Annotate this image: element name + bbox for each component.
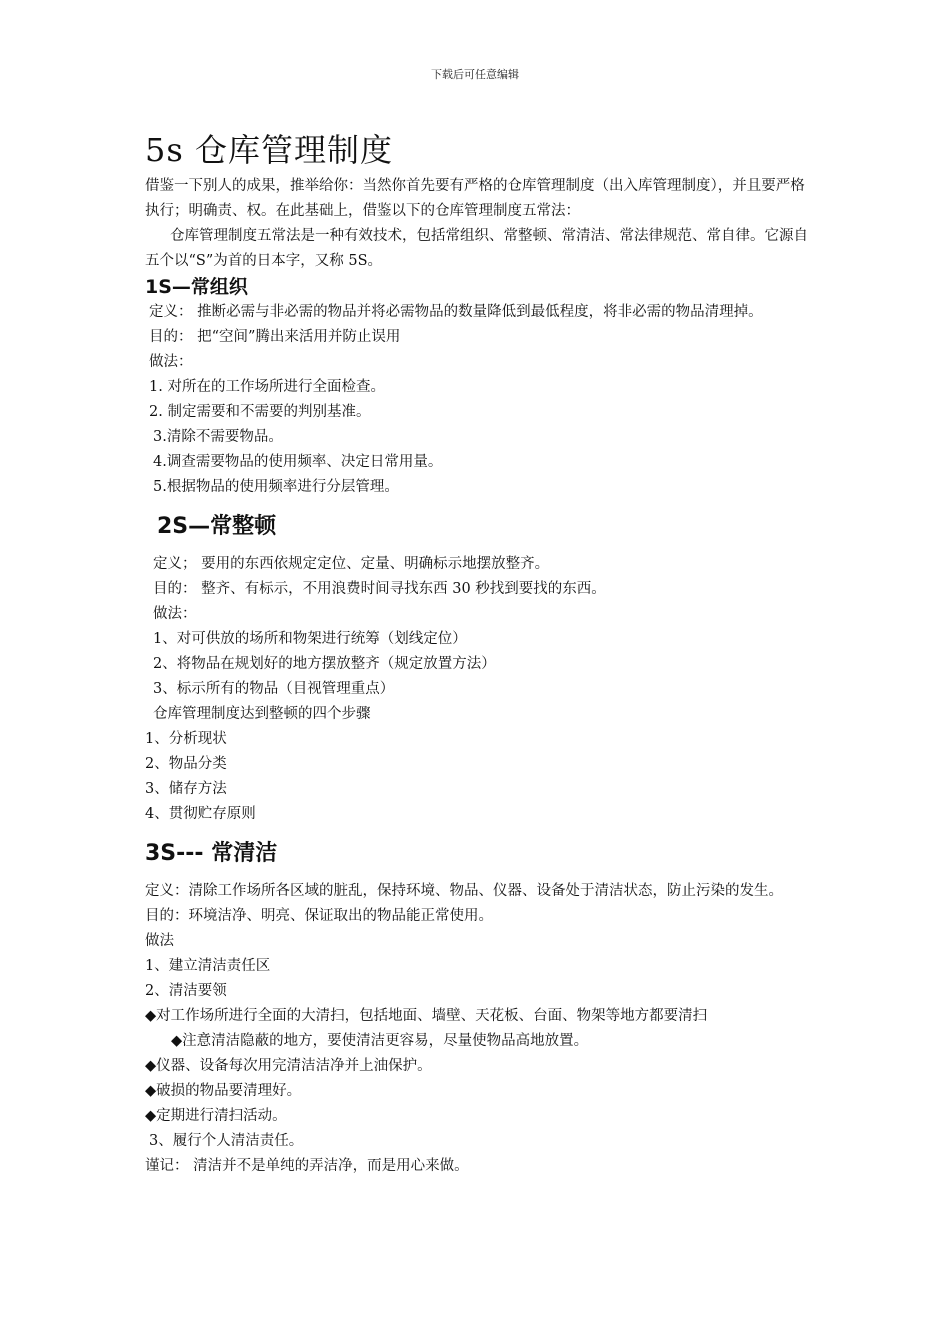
s2-definition: 定义； 要用的东西依规定定位、定量、明确标示地摆放整齐。 bbox=[153, 556, 550, 572]
s3-purpose: 目的：环境洁净、明亮、保证取出的物品能正常使用。 bbox=[145, 908, 493, 924]
s2-four-step: 1、分析现状 bbox=[145, 731, 227, 747]
s3-method-label: 做法 bbox=[145, 933, 174, 949]
s3-note: 谨记： 清洁并不是单纯的弄洁净，而是用心来做。 bbox=[145, 1158, 469, 1174]
s3-bullet: ◆对工作场所进行全面的大清扫，包括地面、墙壁、天花板、台面、物架等地方都要清扫 bbox=[145, 1008, 708, 1024]
s1-purpose: 目的： 把“空间”腾出来活用并防止误用 bbox=[149, 329, 401, 345]
s1-definition: 定义： 推断必需与非必需的物品并将必需物品的数量降低到最低程度，将非必需的物品清理掉。 bbox=[149, 304, 763, 320]
s3-item: 1、建立清洁责任区 bbox=[145, 958, 271, 974]
section-2s-heading: 2S—常整顿 bbox=[157, 514, 277, 539]
s3-item: 3、履行个人清洁责任。 bbox=[149, 1133, 304, 1149]
s3-bullet: ◆定期进行清扫活动。 bbox=[145, 1108, 287, 1124]
s3-item: 2、清洁要领 bbox=[145, 983, 227, 999]
section-1s-heading: 1S—常组织 bbox=[145, 276, 248, 298]
s3-bullet: ◆破损的物品要清理好。 bbox=[145, 1083, 302, 1099]
s1-step: 4.调查需要物品的使用频率、决定日常用量。 bbox=[153, 454, 443, 470]
header-note: 下载后可任意编辑 bbox=[431, 68, 519, 81]
s1-step: 1. 对所在的工作场所进行全面检查。 bbox=[149, 379, 385, 395]
s2-four-step: 4、贯彻贮存原则 bbox=[145, 806, 256, 822]
s2-step: 1、对可供放的场所和物架进行统筹（划线定位） bbox=[153, 631, 467, 647]
document-title: 5s 仓库管理制度 bbox=[145, 131, 393, 169]
s1-step: 2. 制定需要和不需要的判别基准。 bbox=[149, 404, 371, 420]
s1-method-label: 做法： bbox=[149, 354, 193, 370]
s1-step: 5.根据物品的使用频率进行分层管理。 bbox=[153, 479, 399, 495]
s2-four-step: 2、物品分类 bbox=[145, 756, 227, 772]
s2-four-step: 3、储存方法 bbox=[145, 781, 227, 797]
intro-paragraph-1: 借鉴一下别人的成果，推举给你：当然你首先要有严格的仓库管理制度（出入库管理制度），并且要严格执行；明确责、权。在此基础上，借鉴以下的仓库管理制度五常法： bbox=[145, 178, 805, 219]
s2-purpose: 目的： 整齐、有标示，不用浪费时间寻找东西 30 秒找到要找的东西。 bbox=[153, 581, 606, 597]
s2-step: 3、标示所有的物品（目视管理重点） bbox=[153, 681, 395, 697]
s3-bullet: ◆注意清洁隐蔽的地方，要使清洁更容易，尽量使物品高地放置。 bbox=[171, 1033, 589, 1049]
s2-four-steps-label: 仓库管理制度达到整顿的四个步骤 bbox=[153, 706, 371, 722]
section-3s-heading: 3S--- 常清洁 bbox=[145, 841, 278, 866]
document-body bbox=[145, 128, 810, 1179]
intro-paragraph-2: 仓库管理制度五常法是一种有效技术，包括常组织、常整顿、常清洁、常法律规范、常自律。它源自五个以“S”为首的日本字，又称 5S。 bbox=[145, 228, 808, 269]
s2-step: 2、将物品在规划好的地方摆放整齐（规定放置方法） bbox=[153, 656, 496, 672]
s3-bullet: ◆仪器、设备每次用完清洁洁净并上油保护。 bbox=[145, 1058, 432, 1074]
s2-method-label: 做法： bbox=[153, 606, 197, 622]
s1-step: 3.清除不需要物品。 bbox=[153, 429, 283, 445]
s3-definition: 定义：清除工作场所各区域的脏乱，保持环境、物品、仪器、设备处于清洁状态，防止污染的发生。 bbox=[145, 883, 783, 899]
